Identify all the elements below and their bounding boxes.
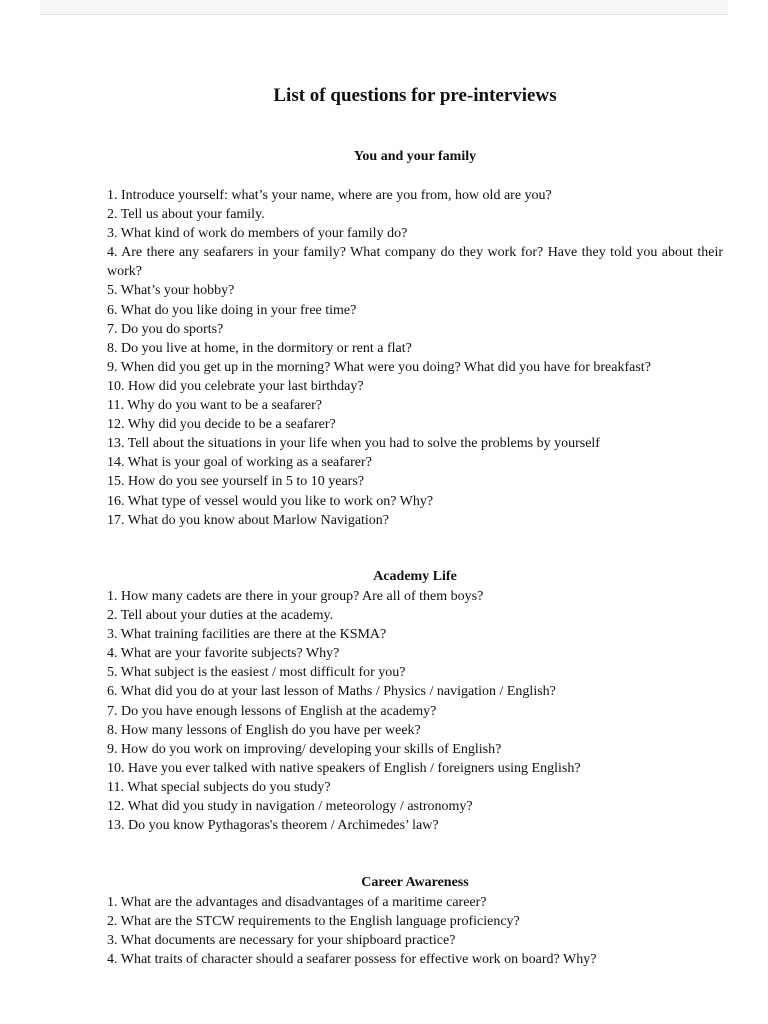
question-item: 10. Have you ever talked with native speakers of English / foreigners using English?	[107, 760, 581, 776]
question-item: 4. What are your favorite subjects? Why?	[107, 646, 340, 662]
question-item: 17. What do you know about Marlow Navigation?	[107, 512, 390, 528]
question-item: 13. Tell about the situations in your life when you had to solve the problems by yourself	[107, 436, 600, 452]
document-title: List of questions for pre-interviews	[273, 85, 557, 106]
question-item: 13. Do you know Pythagoras's theorem / Archimedes’ law?	[107, 818, 439, 834]
question-item: 10. How did you celebrate your last birthday?	[107, 378, 364, 394]
question-item: 5. What subject is the easiest / most difficult for you?	[107, 665, 406, 681]
question-item: 3. What training facilities are there at the KSMA?	[107, 627, 387, 643]
question-item: 16. What type of vessel would you like to work on? Why?	[107, 493, 434, 509]
section-heading-family: You and your family	[353, 149, 477, 164]
question-item: 7. Do you do sports?	[107, 321, 224, 337]
question-item: 1. Introduce yourself: what’s your name, where are you from, how old are you?	[107, 188, 552, 203]
question-item: 1. How many cadets are there in your group? Are all of them boys?	[107, 589, 484, 604]
question-item: 12. Why did you decide to be a seafarer?	[107, 417, 336, 433]
question-item: 3. What kind of work do members of your family do?	[107, 226, 408, 242]
question-item: 11. Why do you want to be a seafarer?	[107, 398, 322, 414]
question-item: 5. What’s your hobby?	[107, 283, 235, 299]
question-item: 11. What special subjects do you study?	[107, 779, 331, 795]
question-item: 4. What traits of character should a seafarer possess for effective work on board? Why?	[107, 952, 597, 968]
question-item: 15. How do you see yourself in 5 to 10 years?	[107, 474, 365, 490]
section-heading-career: Career Awareness	[361, 875, 469, 890]
question-item: 4. Are there any seafarers in your family? What company do they work for? Have they told you about their work?	[107, 245, 723, 280]
question-item: 7. Do you have enough lessons of English at the academy?	[107, 703, 437, 719]
question-item: 12. What did you study in navigation / meteorology / astronomy?	[107, 799, 473, 815]
question-list-academy	[107, 587, 723, 835]
question-item: 8. Do you live at home, in the dormitory or rent a flat?	[107, 340, 412, 356]
question-item: 6. What did you do at your last lesson of Maths / Physics / navigation / English?	[107, 684, 556, 700]
question-item: 8. How many lessons of English do you have per week?	[107, 722, 421, 738]
question-item: 9. How do you work on improving/ developing your skills of English?	[107, 741, 502, 757]
question-item: 2. What are the STCW requirements to the English language proficiency?	[107, 914, 520, 930]
question-item: 2. Tell about your duties at the academy.	[107, 608, 334, 624]
question-item: 2. Tell us about your family.	[107, 207, 265, 223]
question-list-family	[107, 186, 723, 530]
question-item: 1. What are the advantages and disadvantages of a maritime career?	[107, 895, 487, 910]
question-item: 3. What documents are necessary for your shipboard practice?	[107, 933, 456, 949]
question-item: 6. What do you like doing in your free time?	[107, 302, 357, 318]
question-list-career	[107, 893, 723, 969]
question-item: 14. What is your goal of working as a seafarer?	[107, 455, 372, 471]
section-heading-academy: Academy Life	[373, 569, 457, 584]
question-item: 9. When did you get up in the morning? What were you doing? What did you have for breakfast?	[107, 359, 651, 375]
